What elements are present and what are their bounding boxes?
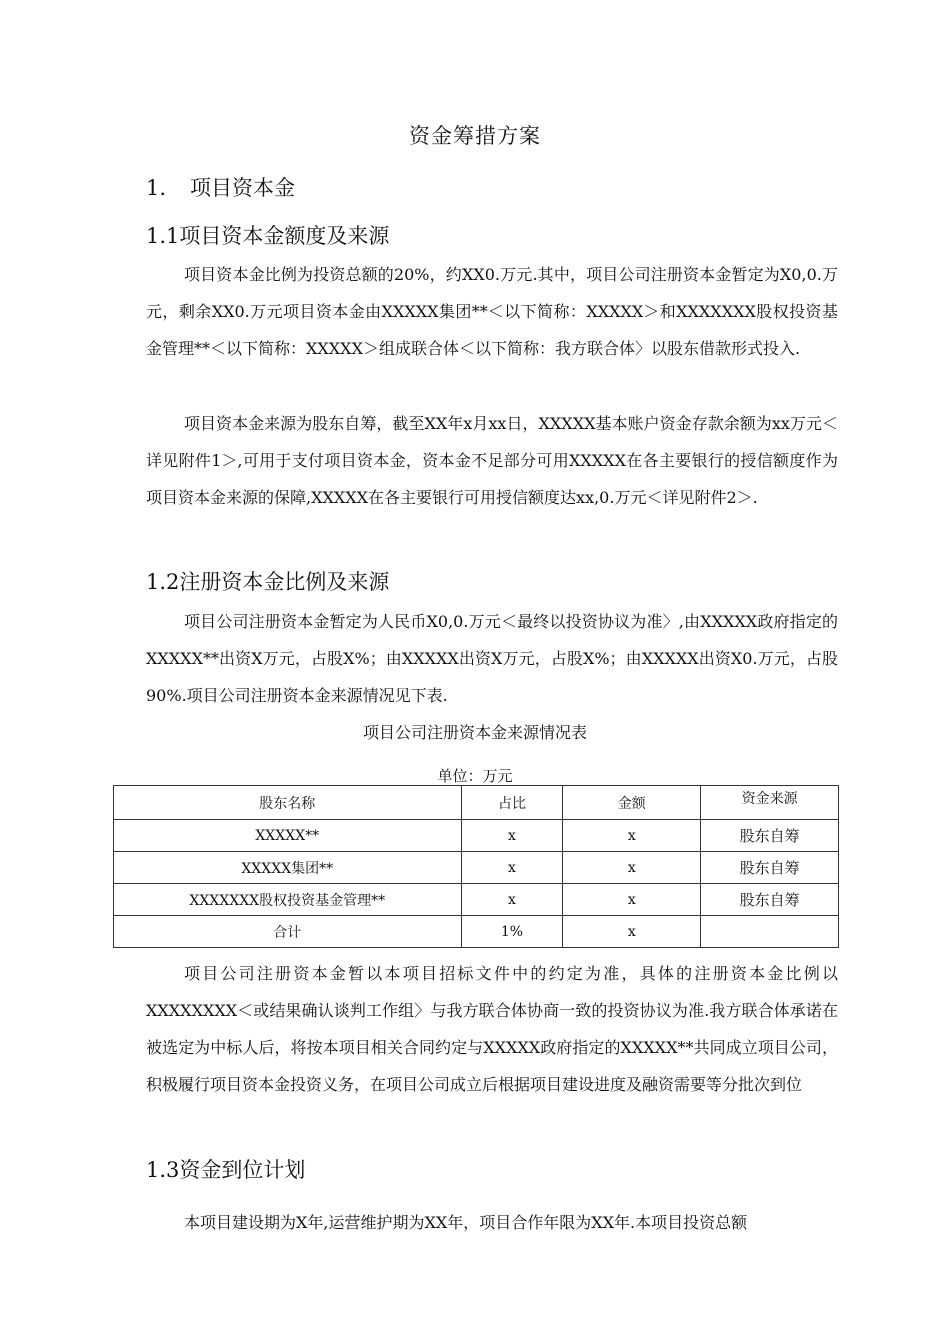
- table-header-row: [114, 786, 839, 820]
- cell-amount: x: [563, 852, 701, 884]
- section-1-heading: [146, 172, 295, 202]
- section-1-2-heading: 1.2注册资本金比例及来源: [146, 570, 390, 594]
- cell-total-label: 合计: [114, 916, 462, 948]
- cell-shareholder: XXXXX集团**: [114, 852, 462, 884]
- section-1-3-heading: 1.3资金到位计划: [146, 1158, 306, 1182]
- cell-ratio: x: [461, 884, 563, 916]
- document-title: 资金筹措方案: [409, 124, 541, 148]
- cell-total-source: [701, 916, 839, 948]
- section-1-title: 项目资本金: [190, 176, 295, 200]
- section-1-2-paragraph: 项目公司注册资本金暂定为人民币X0,0.万元＜最终以投资协议为准〉,由XXXXX政府指定的XXXXX**出资X万元，占股X%；由XXXXX出资X万元，占股X%；由XXXXX出资X0.万元，占股90%.项目公司注册资本金来源情况见下表.: [146, 612, 838, 705]
- section-1-1-heading: 1.1项目资本金额度及来源: [146, 224, 390, 248]
- header-fund-source: 资金来源: [701, 786, 839, 820]
- table-row: [114, 820, 839, 852]
- cell-source: 股东自筹: [701, 820, 839, 852]
- header-shareholder-name: 股东名称: [114, 786, 462, 820]
- cell-total-ratio: 1%: [461, 916, 563, 948]
- cell-shareholder: XXXXXXX股权投资基金管理**: [114, 884, 462, 916]
- section-1-3-paragraph: 本项目建设期为X年,运营维护期为XX年，项目合作年限为XX年.本项目投资总额: [184, 1213, 748, 1232]
- cell-ratio: x: [461, 852, 563, 884]
- section-1-number: 1.: [146, 176, 167, 200]
- cell-amount: x: [563, 884, 701, 916]
- table-row: [114, 884, 839, 916]
- cell-shareholder: XXXXX**: [114, 820, 462, 852]
- cell-amount: x: [563, 820, 701, 852]
- capital-source-table: [113, 785, 839, 948]
- header-amount: 金额: [563, 786, 701, 820]
- cell-source: 股东自筹: [701, 884, 839, 916]
- cell-source: 股东自筹: [701, 852, 839, 884]
- after-table-paragraph: 项目公司注册资本金暂以本项目招标文件中的约定为准，具体的注册资本金比例以XXXXXXXX＜或结果确认谈判工作组〉与我方联合体协商一致的投资协议为准.我方联合体承诺在被选定为中标人后，将按本项目相关合同约定与XXXXX政府指定的XXXXX**共同成立项目公司，积极履行项目资本金投资义务，在项目公司成立后根据项目建设进度及融资需要等分批次到位: [146, 964, 838, 1094]
- section-1-1-paragraph-1: 项目资本金比例为投资总额的20%，约XX0.万元.其中，项目公司注册资本金暂定为X0,0.万元，剩余XX0.万元项目资本金由XXXXX集团**＜以下简称：XXXXX＞和XXXXXXX股权投资基金管理**＜以下简称：XXXXX＞组成联合体＜以下简称：我方联合体〉以股东借款形式投入.: [146, 265, 838, 358]
- table-unit: 单位：万元: [437, 767, 513, 785]
- cell-ratio: x: [461, 820, 563, 852]
- cell-total-amount: x: [563, 916, 701, 948]
- section-1-1-paragraph-2: 项目资本金来源为股东自筹，截至XX年x月xx日，XXXXX基本账户资金存款余额为xx万元＜详见附件1＞,可用于支付项目资本金，资本金不足部分可用XXXXX在各主要银行的授信额度作为项目资本金来源的保障,XXXXX在各主要银行可用授信额度达xx,0.万元＜详见附件2＞.: [146, 414, 838, 507]
- table-row: [114, 852, 839, 884]
- header-ratio: 占比: [461, 786, 563, 820]
- table-total-row: [114, 916, 839, 948]
- table-caption: 项目公司注册资本金来源情况表: [362, 723, 587, 742]
